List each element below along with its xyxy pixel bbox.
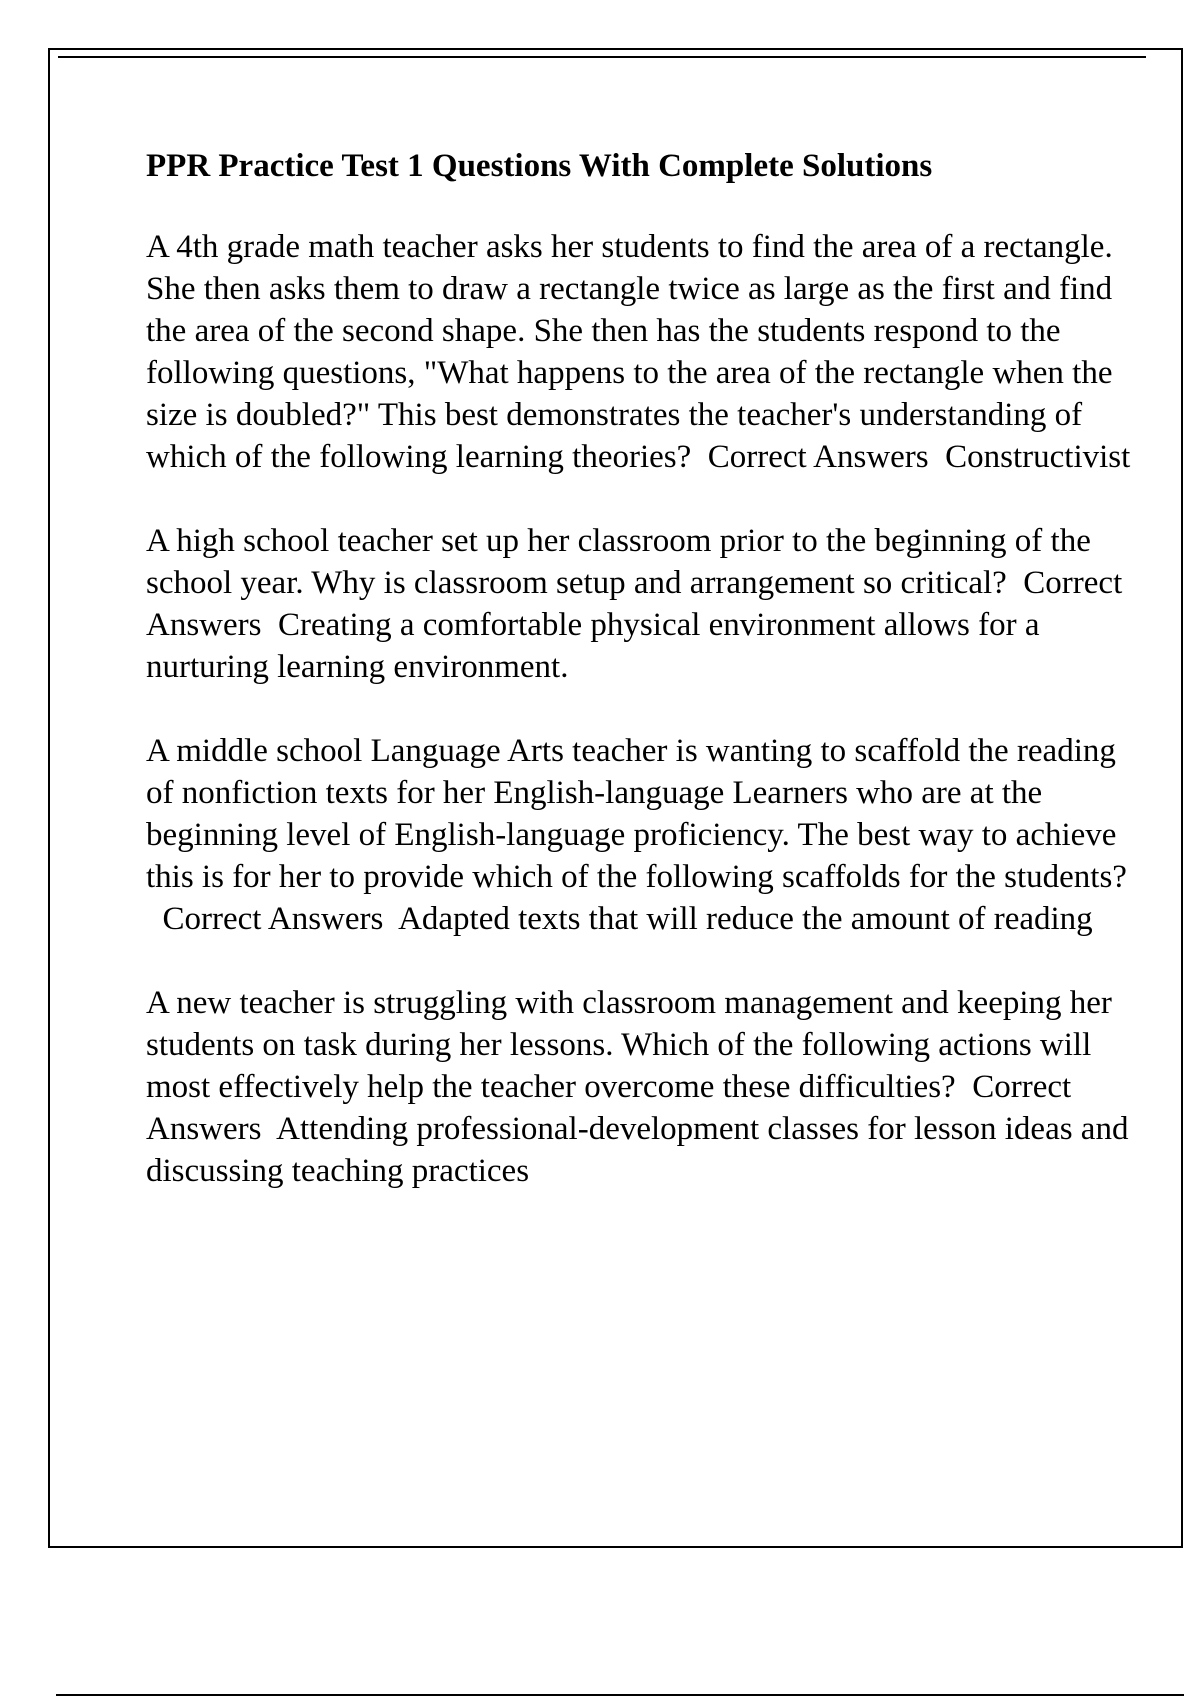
qa-item-1 bbox=[146, 226, 1136, 478]
question-text: A middle school Language Arts teacher is wanting to scaffold the reading of nonfiction texts for her English-language Learners who are at the beginning level of English-language proficiency. The best way to achieve this is for her to provide which of the following scaffolds for the students? bbox=[146, 733, 1127, 895]
question-text: A high school teacher set up her classroom prior to the beginning of the school year. Why is classroom setup and arrangement so critical? bbox=[146, 523, 1091, 601]
answer-label: Correct Answers bbox=[707, 439, 929, 475]
page-frame bbox=[48, 48, 1183, 1548]
question-text: A 4th grade math teacher asks her students to find the area of a rectangle. She then asks them to draw a rectangle twice as large as the first and find the area of the second shape. She then has the students respond to the following questions, "What happens to the area of the rectangle when the size is doubled?" This best demonstrates the teacher's understanding of which of the following learning theories? bbox=[146, 229, 1113, 475]
answer-label: Correct Answers bbox=[162, 901, 384, 937]
answer-text: Adapted texts that will reduce the amount of reading bbox=[398, 901, 1093, 937]
answer-label: Correct Answers bbox=[146, 565, 1123, 643]
document-title: PPR Practice Test 1 Questions With Complete Solutions bbox=[146, 148, 933, 184]
answer-label: Correct Answers bbox=[146, 1069, 1072, 1147]
answer-text: Constructivist bbox=[945, 439, 1131, 475]
top-rule-divider bbox=[58, 56, 1146, 58]
qa-item-3 bbox=[146, 730, 1136, 940]
answer-text: Creating a comfortable physical environment allows for a nurturing learning environment. bbox=[146, 607, 1040, 685]
document-body bbox=[146, 146, 1136, 1234]
answer-text: Attending professional-development classes for lesson ideas and discussing teaching practices bbox=[146, 1111, 1129, 1189]
bottom-rule-divider bbox=[56, 1694, 1184, 1696]
qa-item-2 bbox=[146, 520, 1136, 688]
qa-item-4 bbox=[146, 982, 1136, 1192]
question-text: A new teacher is struggling with classroom management and keeping her students on task during her lessons. Which of the following actions will most effectively help the teacher overcome these difficulties? bbox=[146, 985, 1112, 1105]
